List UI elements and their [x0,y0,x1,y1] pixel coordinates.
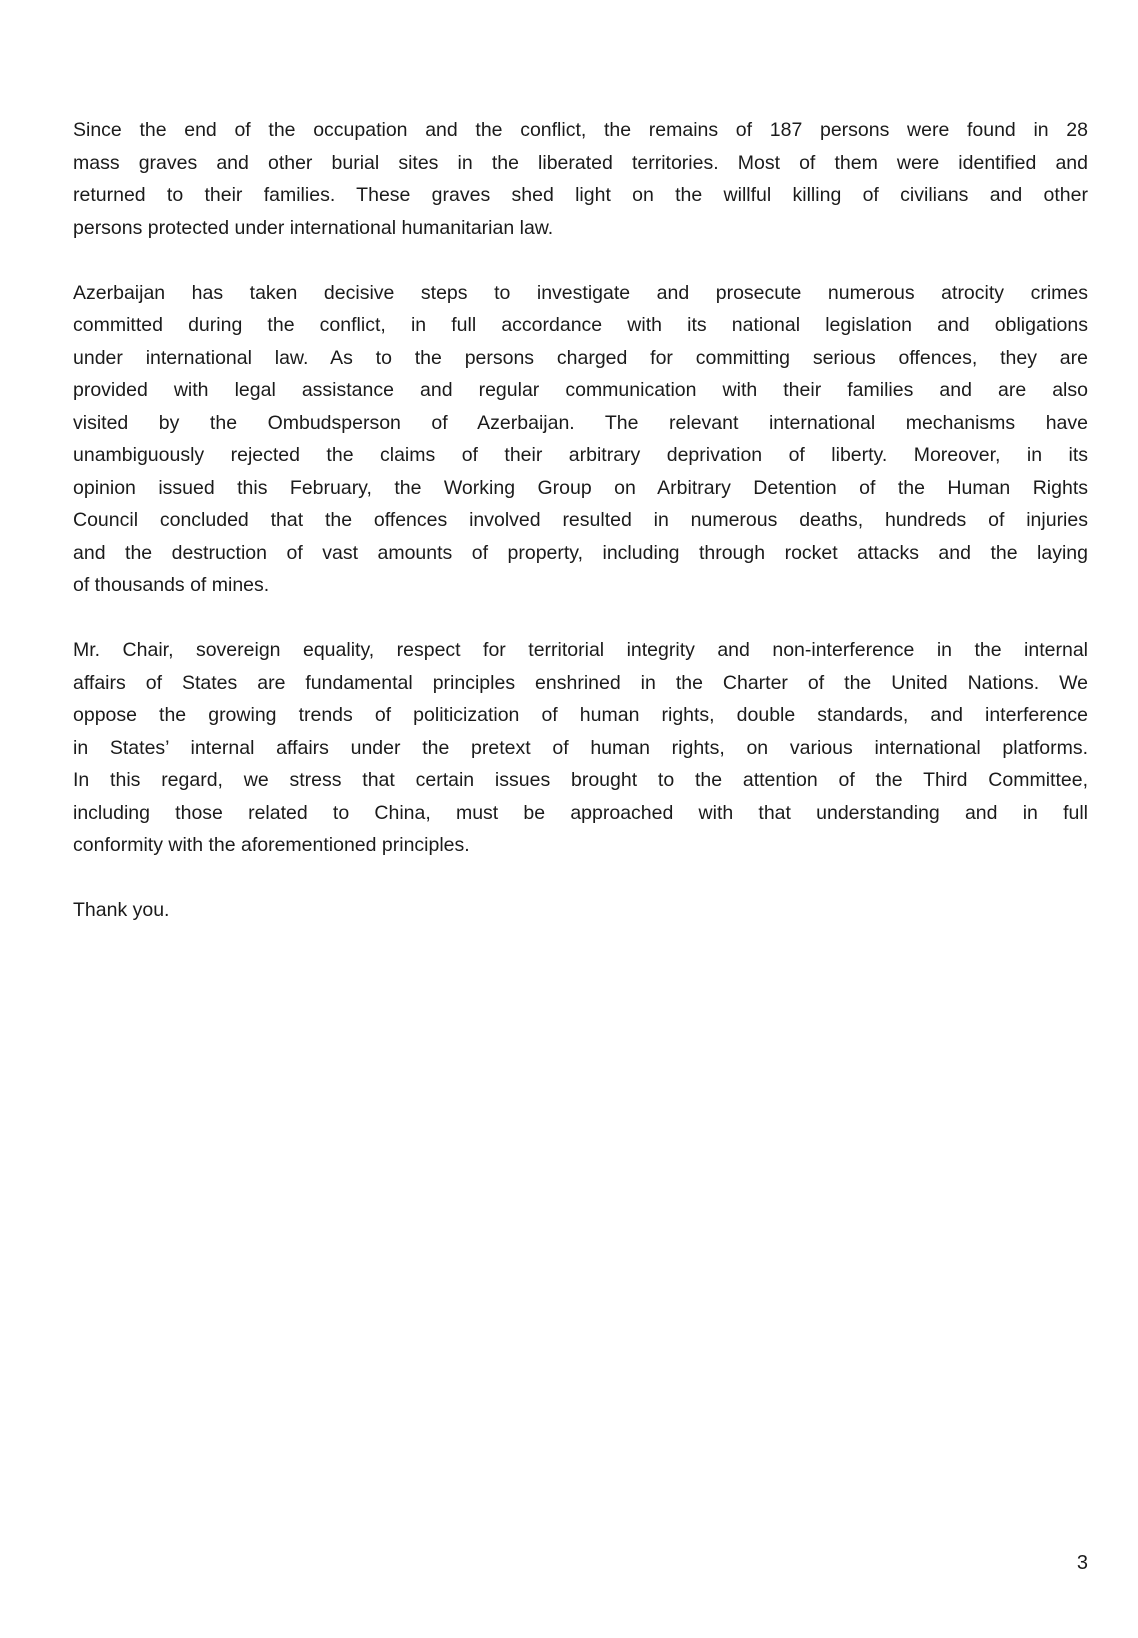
text-line: persons protected under international humanitarian law. [73,216,554,239]
text-line: unambiguously rejected the claims of their arbitrary deprivation of liberty. Moreover, in its [73,444,1088,466]
paragraph-sovereign-equality [73,634,1088,862]
page-number: 3 [1076,1552,1088,1574]
text-line: mass graves and other burial sites in the liberated territories. Most of them were identified and [73,151,1088,174]
text-line: Mr. Chair, sovereign equality, respect for territorial integrity and non-interference in the internal [73,639,1088,661]
text-line: including those related to China, must be approached with that understanding and in full [73,801,1088,824]
text-line: Since the end of the occupation and the conflict, the remains of 187 persons were found in 28 [73,119,1088,141]
text-line: conformity with the aforementioned principles. [73,834,470,856]
text-line: and the destruction of vast amounts of property, including through rocket attacks and the laying [73,541,1088,564]
paragraph-thank-you [73,894,1088,927]
text-line: affairs of States are fundamental principles enshrined in the Charter of the United Nations. We [73,671,1088,694]
text-line: oppose the growing trends of politicization of human rights, double standards, and interference [73,704,1088,726]
text-line: Council concluded that the offences involved resulted in numerous deaths, hundreds of injuries [73,509,1088,531]
text-line: provided with legal assistance and regular communication with their families and are also [73,379,1088,401]
text-line: In this regard, we stress that certain issues brought to the attention of the Third Committee, [73,769,1088,791]
text-line: of thousands of mines. [73,574,270,596]
paragraph-mass-graves [73,114,1088,244]
document-body [73,114,1088,927]
text-line: Thank you. [73,899,170,921]
paragraph-atrocity-crimes [73,277,1088,602]
text-line: returned to their families. These graves shed light on the willful killing of civilians and other [73,184,1088,206]
text-line: Azerbaijan has taken decisive steps to investigate and prosecute numerous atrocity crimes [73,281,1088,304]
text-line: in States’ internal affairs under the pretext of human rights, on various international platforms. [73,736,1088,759]
text-line: opinion issued this February, the Working Group on Arbitrary Detention of the Human Rights [73,476,1088,499]
text-line: visited by the Ombudsperson of Azerbaijan. The relevant international mechanisms have [73,411,1088,434]
text-line: under international law. As to the persons charged for committing serious offences, they are [73,346,1088,369]
text-line: committed during the conflict, in full accordance with its national legislation and obligations [73,314,1088,336]
